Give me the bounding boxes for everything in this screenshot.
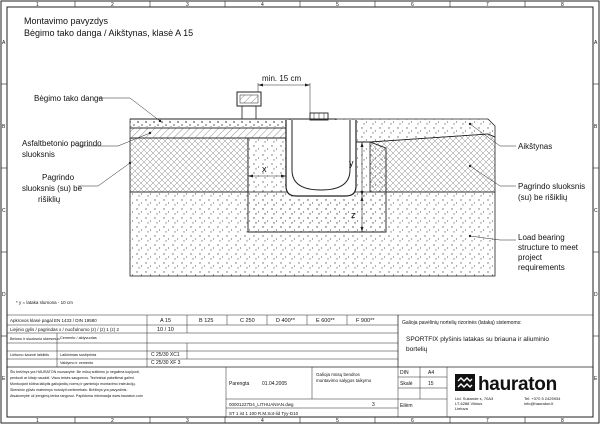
description-line-1: Galioja pavėlinių nortelių rizorinės (lataką) sistemoms:: [402, 320, 522, 326]
dim-x-label: x: [262, 164, 267, 174]
border-number: 8: [561, 418, 564, 424]
label-base-right-1: Pagrindo sluoksnis: [518, 182, 586, 191]
label-running-track: Bėgimo tako danga: [34, 94, 103, 103]
load-class-headers: [160, 318, 375, 324]
border-number: 6: [411, 2, 414, 8]
concrete-class-1: C 25/30 XC1: [151, 352, 180, 358]
label-playground: Aikštynas: [518, 142, 553, 151]
border-letter: E: [594, 376, 598, 382]
border-number: 5: [336, 418, 339, 424]
load-class-cell: D 400**: [276, 318, 295, 324]
base-layer-left: [130, 138, 248, 192]
border-number: 3: [186, 2, 189, 8]
din-label: DIN: [400, 370, 409, 376]
mid-text-2: montavimo salygos taikymo: [316, 378, 372, 383]
cross-section: [130, 92, 495, 276]
load-class-cell: E 600**: [316, 318, 335, 324]
dim-z-label: z: [351, 210, 356, 220]
sub-label: Lietumo šaumė laikiklis: [10, 353, 50, 357]
scale-label: Skalė: [400, 381, 413, 387]
legal-text: [10, 369, 143, 398]
border-letter: A: [594, 40, 598, 46]
title-line-2: Bėgimo tako danga / Aikštynas, klasė A 15: [24, 28, 194, 38]
label-load-1: Load bearing: [518, 233, 565, 242]
phone: Tel: +370 5 2425934: [524, 396, 561, 401]
edition-label: Eilėm: [400, 403, 413, 409]
dim-min-15: [258, 74, 310, 113]
label-base-1: Pagrindo: [42, 173, 75, 182]
load-class-cell: C 250: [240, 318, 255, 324]
border-number: 2: [111, 418, 114, 424]
brand-name: hauraton: [478, 374, 557, 395]
description-line-3: bortelių: [406, 346, 428, 353]
base-layer-right: [370, 134, 495, 192]
title-line-1: Montavimo pavyzdys: [24, 16, 109, 26]
border-letter: C: [2, 208, 6, 214]
border-number: 5: [336, 2, 339, 8]
border-number: 7: [486, 2, 489, 8]
label-base-3: rišiklių: [38, 195, 61, 204]
border-letter: C: [594, 208, 598, 214]
border-letter: A: [2, 40, 6, 46]
running-track-surface: [130, 119, 290, 128]
label-base-2: sluoksnis (su) be: [22, 184, 83, 193]
border-number: 3: [186, 418, 189, 424]
file-name: 00001227D4_LITHUANIAN.dwg: [229, 402, 294, 407]
mid-text-1: Galioja mūsų bendros: [316, 372, 360, 377]
border-number: 8: [561, 2, 564, 8]
sub-label: Betono ir sluoksnio skersmuo: [10, 337, 60, 341]
label-asphalt-2: sluoksnis: [22, 150, 55, 159]
legal-line: Montuojant būtina laikytis galiojančių normų ir gamintojo montavimo instrukcijų.: [10, 382, 136, 386]
footnote: * y = lataka slumona - 10 cm: [16, 300, 73, 305]
description-line-2: SPORTFIX plyšinis latakas su briauna ir aliuminio: [406, 336, 549, 343]
asphalt-base-layer: [130, 128, 290, 138]
border-letter: B: [2, 124, 6, 130]
border-letter: E: [2, 376, 6, 382]
border-letter: B: [594, 124, 598, 130]
email: info@hauraton.lt: [524, 401, 554, 406]
file-name-2: ST 1 ist 1 100 R.M.Sot-lid Tyy-D10: [229, 411, 299, 416]
date-label: Parengta: [229, 381, 250, 387]
label-load-3: project: [518, 253, 543, 262]
border-number: 4: [261, 2, 264, 8]
address-2: LT-6288 Vilnius: [455, 401, 483, 406]
sub-label: Cemento / aktyvuotas: [60, 336, 97, 340]
concrete-class-2: C 25/30 XF 3: [151, 360, 181, 366]
row2-value: 10 / 10: [157, 327, 174, 333]
date-value: 01.04.2005: [262, 381, 288, 387]
border-number: 1: [36, 418, 39, 424]
spec-row2-label: Liejinio gylis / pagrindas x / nuožulnumo (z) / (z) 1 (z) 2: [10, 327, 120, 332]
legal-line: Skersinio pjūvio matmenys nurodyti centimetrais. Brėžinys yra pavyzdinis.: [10, 388, 128, 392]
channel-inner: [292, 120, 350, 190]
load-class-cell: B 125: [199, 318, 214, 324]
din-value: A4: [428, 370, 435, 376]
dim-y-label: y: [349, 158, 354, 168]
page-number: 3: [372, 402, 375, 408]
spec-row1-label: Apkrovos klasė pagal EN 1433 / DIN 19580: [10, 318, 97, 323]
border-number: 6: [411, 418, 414, 424]
label-base-right-2: (su) be rišiklių: [518, 193, 568, 202]
legal-line: Atsakomybė už įrengimą tenka rangovui. Papildoma informacija www.hauraton.com: [10, 394, 143, 398]
label-asphalt-1: Asfaltbetonio pagrindo: [22, 139, 102, 148]
border-number: 1: [36, 2, 39, 8]
address-1: Ltd. Sukande s, 70A3: [455, 396, 494, 401]
load-class-cell: A 15: [160, 318, 172, 324]
hauraton-logo-icon: [455, 374, 475, 391]
scale-value: 15: [428, 381, 434, 387]
sub-label: Valdymo ir cemento: [60, 361, 94, 365]
dim-min-label: min. 15 cm: [262, 74, 302, 83]
border-letter: D: [2, 292, 6, 298]
legal-line: perduoti ar kitaip naudoti. Visos teisės saugomos. Techniniai pakeitimai galimi.: [10, 376, 135, 380]
border-number: 4: [261, 418, 264, 424]
border-number: 2: [111, 2, 114, 8]
load-class-cell: F 900**: [356, 318, 375, 324]
border-number: 7: [486, 418, 489, 424]
address-3: Lietuva: [455, 406, 468, 411]
spec-sub-labels: [10, 336, 97, 365]
sub-label: Laikinimas sustiprinta: [60, 353, 97, 357]
legal-line: Šis brėžinys yra HAURATON nuosavybė. Be mūsų sutikimo jo negalima kopijuoti,: [10, 370, 140, 374]
label-load-2: structure to meet: [518, 243, 579, 252]
border-letter: D: [594, 292, 598, 298]
label-load-4: requirements: [518, 263, 565, 272]
